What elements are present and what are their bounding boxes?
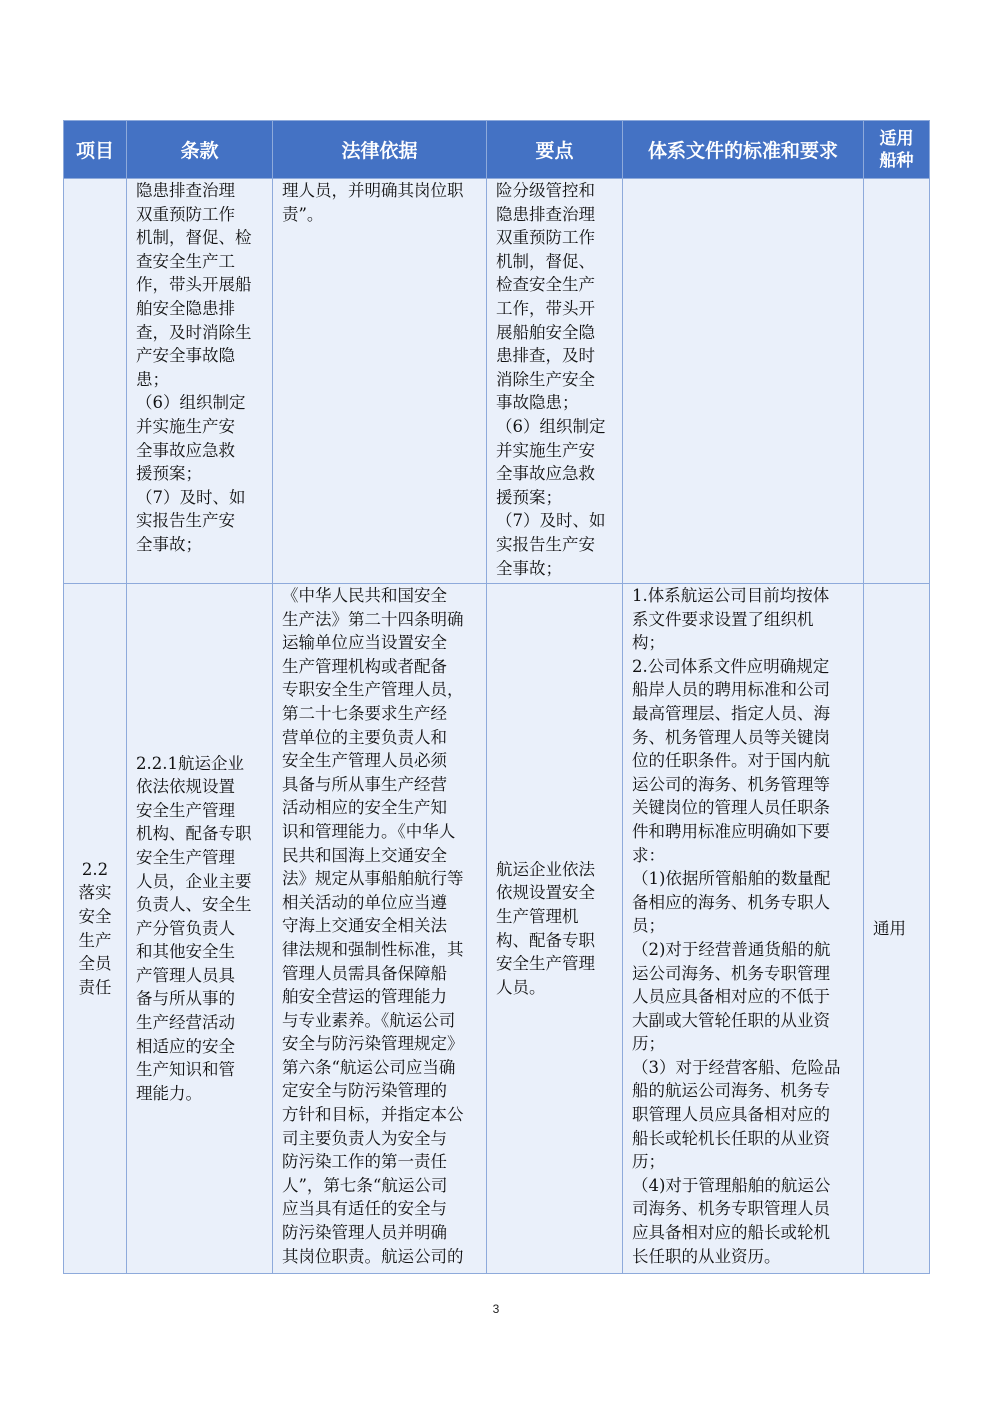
- page-number: 3: [492, 1302, 500, 1316]
- cell-ship-type: [864, 179, 930, 584]
- cell-clause: 2.2.1航运企业 依法依规设置 安全生产管理 机构、配备专职 安全生产管理 人员，企业主要 负责人、安全生 产分管负责人 和其他安全生 产管理人员具 备与所从事的 生产经营活动 相适应的安全 生产知识和管 理能力。: [127, 584, 273, 1274]
- cell-clause: 隐患排查治理 双重预防工作 机制，督促、检 查安全生产工 作，带头开展船 舶安全隐患排 查，及时消除生 产安全事故隐 患； （6）组织制定 并实施生产安 全事故应急救 援预案； （7）及时、如 实报告生产安 全事故；: [127, 179, 273, 584]
- header-clause: 条款: [127, 121, 273, 179]
- cell-item: [64, 179, 127, 584]
- cell-key-points: 险分级管控和 隐患排查治理 双重预防工作 机制，督促、 检查安全生产 工作，带头开 展船舶安全隐 患排查，及时 消除生产安全 事故隐患； （6）组织制定 并实施生产安 全事故应急救 援预案； （7）及时、如 实报告生产安 全事故；: [487, 179, 623, 584]
- header-standards: 体系文件的标准和要求: [623, 121, 864, 179]
- cell-ship-type: 通用: [864, 584, 930, 1274]
- header-legal-basis: 法律依据: [273, 121, 487, 179]
- cell-standards: 1.体系航运公司目前均按体 系文件要求设置了组织机 构； 2.公司体系文件应明确规定 船岸人员的聘用标准和公司 最高管理层、指定人员、海 务、机务管理人员等关键岗 位的任职条件。对于国内航 运公司的海务、机务管理等 关键岗位的管理人员任职条 件和聘用标准应明确如下要 求： （1)依据所管船舶的数量配 备相应的海务、机务专职人 员； （2)对于经营普通货船的航 运公司海务、机务专职管理 人员应具备相对应的不低于 大副或大管轮任职的从业资 历； （3）对于经营客船、危险品 船的航运公司海务、机务专 职管理人员应具备相对应的 船长或轮机长任职的从业资 历； （4)对于管理船舶的航运公 司海务、机务专职管理人员 应具备相对应的船长或轮机 长任职的从业资历。: [623, 584, 864, 1274]
- cell-legal-basis: 《中华人民共和国安全 生产法》第二十四条明确 运输单位应当设置安全 生产管理机构或者配备 专职安全生产管理人员， 第二十七条要求生产经 营单位的主要负责人和 安全生产管理人员必须 具备与所从事生产经营 活动相应的安全生产知 识和管理能力。《中华人 民共和国海上交通安全 法》规定从事船舶航行等 相关活动的单位应当遵 守海上交通安全相关法 律法规和强制性标准，其 管理人员需具备保障船 舶安全营运的管理能力 与专业素养。《航运公司 安全与防污染管理规定》 第六条“航运公司应当确 定安全与防污染管理的 方针和目标，并指定本公 司主要负责人为安全与 防污染工作的第一责任 人”，第七条“航运公司 应当具有适任的安全与 防污染管理人员并明确 其岗位职责。航运公司的: [273, 584, 487, 1274]
- cell-standards: [623, 179, 864, 584]
- table-row: [64, 584, 930, 1274]
- cell-legal-basis: 理人员，并明确其岗位职 责”。: [273, 179, 487, 584]
- regulation-table: [63, 120, 930, 1274]
- header-ship-type: 适用 船种: [864, 121, 930, 179]
- table-row: [64, 179, 930, 584]
- cell-item: 2.2 落实 安全 生产 全员 责任: [64, 584, 127, 1274]
- table-header-row: [64, 121, 930, 179]
- header-item: 项目: [64, 121, 127, 179]
- header-key-points: 要点: [487, 121, 623, 179]
- cell-key-points: 航运企业依法 依规设置安全 生产管理机 构、配备专职 安全生产管理 人员。: [487, 584, 623, 1274]
